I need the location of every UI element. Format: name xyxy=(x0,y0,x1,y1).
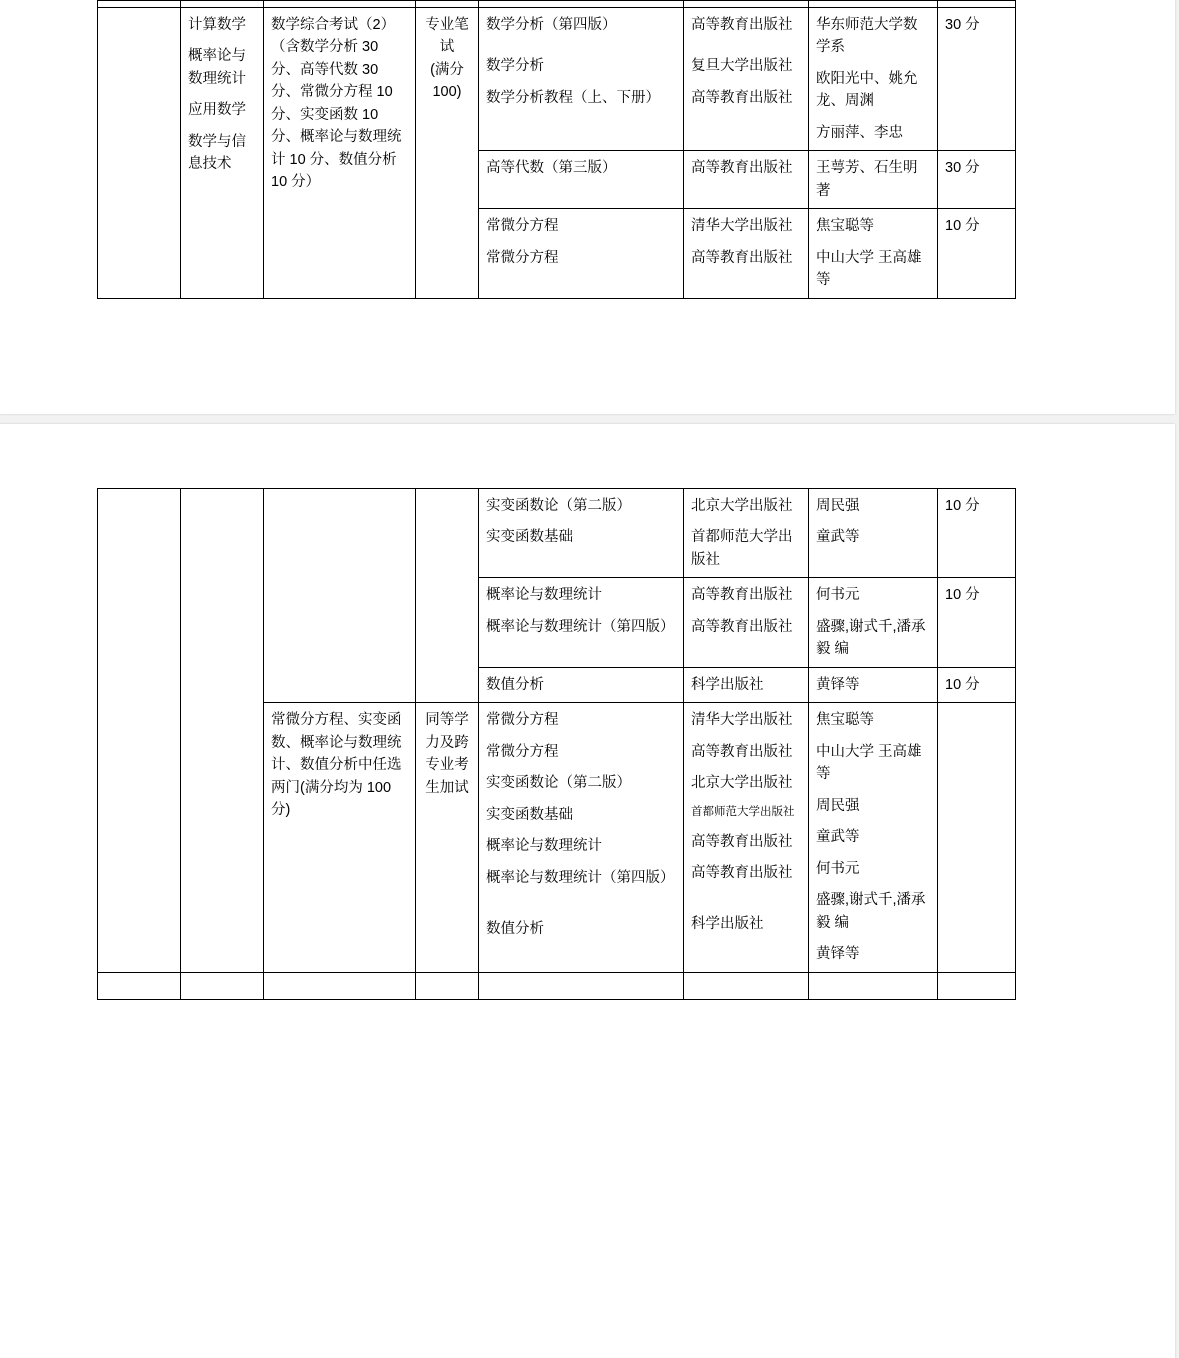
book-line: 实变函数基础 xyxy=(486,806,573,823)
cell-book-title xyxy=(479,151,684,209)
cell-score: 10 分 xyxy=(938,489,1016,578)
cell-exam-partial xyxy=(264,1,416,8)
cell-auth-partial xyxy=(809,1,938,8)
cell-score xyxy=(938,703,1016,972)
cell-book-partial xyxy=(479,1,684,8)
publisher-line: 高等教育出版社 xyxy=(691,587,793,604)
book-line: 常微分方程 xyxy=(486,743,559,760)
author-line: 王萼芳、石生明著 xyxy=(816,160,918,199)
cell-publisher xyxy=(684,703,809,972)
cell-author xyxy=(809,8,938,151)
cell-score-partial xyxy=(938,1,1016,8)
author-line: 欧阳光中、姚允龙、周渊 xyxy=(816,70,918,110)
cell-major-partial xyxy=(98,1,181,8)
cell-publisher xyxy=(684,578,809,667)
cell-auth-partial xyxy=(809,972,938,999)
publisher-line: 高等教育出版社 xyxy=(691,618,793,635)
cell-score: 10 分 xyxy=(938,578,1016,667)
publisher-line: 北京大学出版社 xyxy=(691,498,793,514)
cell-author xyxy=(809,209,938,298)
publisher-line: 高等教育出版社 xyxy=(691,160,793,177)
cell-exam-subject: 常微分方程、实变函数、概率论与数理统计、数值分析中任选两门(满分均为 100 分) xyxy=(264,703,416,972)
cell-score: 10 分 xyxy=(938,209,1016,298)
cell-author xyxy=(809,667,938,702)
author-line: 何书元 xyxy=(816,860,860,877)
sub-major-line: 数学与信息技术 xyxy=(188,133,246,173)
author-line: 黄铎等 xyxy=(816,946,860,963)
publisher-line: 科学出版社 xyxy=(691,916,764,933)
book-line: 数学分析教程（上、下册） xyxy=(486,89,660,106)
author-line: 何书元 xyxy=(816,587,860,604)
author-line: 华东师范大学数学系 xyxy=(816,17,918,56)
book-line: 高等代数（第三版） xyxy=(486,160,617,177)
author-line: 周民强 xyxy=(816,498,860,514)
cell-sub-major xyxy=(181,8,264,299)
book-line: 概率论与数理统计（第四版） xyxy=(486,618,675,635)
cell-exam-type: 同等学力及跨专业考生加试 xyxy=(416,703,479,972)
author-line: 盛骤,谢式千,潘承毅 编 xyxy=(816,618,926,658)
cell-pub-partial xyxy=(684,972,809,999)
book-line: 实变函数基础 xyxy=(486,529,573,546)
table-row xyxy=(98,1,1016,8)
author-line: 焦宝聪等 xyxy=(816,218,874,235)
book-line: 数值分析 xyxy=(486,676,544,693)
cell-pub-partial xyxy=(684,1,809,8)
publisher-line: 复旦大学出版社 xyxy=(691,58,793,75)
cell-publisher xyxy=(684,667,809,702)
author-line: 童武等 xyxy=(816,529,860,546)
cell-type-partial xyxy=(416,1,479,8)
book-line: 实变函数论（第二版） xyxy=(486,775,631,792)
document-page-1 xyxy=(0,0,1175,414)
cell-book-title xyxy=(479,667,684,702)
publisher-line: 高等教育出版社 xyxy=(691,17,793,33)
exam-type-line: (满分 100) xyxy=(430,61,464,101)
book-line-blank xyxy=(486,898,676,918)
cell-exam-type xyxy=(416,489,479,703)
author-line: 黄铎等 xyxy=(816,676,860,693)
publisher-line: 清华大学出版社 xyxy=(691,712,793,729)
author-line: 盛骤,谢式千,潘承毅 编 xyxy=(816,892,926,931)
cell-exam-partial xyxy=(264,972,416,999)
publisher-line: 北京大学出版社 xyxy=(691,775,793,792)
cell-author xyxy=(809,703,938,972)
cell-author xyxy=(809,151,938,209)
sub-major-line: 概率论与数理统计 xyxy=(188,48,246,87)
publisher-line: 首都师范大学出版社 xyxy=(691,529,793,568)
cell-book-title xyxy=(479,489,684,578)
sub-major-line: 计算数学 xyxy=(188,17,246,33)
publisher-line: 高等教育出版社 xyxy=(691,249,793,266)
author-line: 焦宝聪等 xyxy=(816,712,874,729)
publisher-line-blank xyxy=(691,45,801,55)
cell-exam-subject xyxy=(264,489,416,703)
publisher-line: 高等教育出版社 xyxy=(691,833,793,850)
book-line-blank xyxy=(486,45,676,55)
publisher-line: 高等教育出版社 xyxy=(691,743,793,760)
exam-type-line: 专业笔试 xyxy=(425,17,469,56)
book-line: 概率论与数理统计 xyxy=(486,838,602,855)
publisher-line: 高等教育出版社 xyxy=(691,864,793,881)
cell-major-partial xyxy=(98,972,181,999)
book-line: 数值分析 xyxy=(486,921,544,938)
document-page-2 xyxy=(0,424,1175,1358)
sub-major-line: 应用数学 xyxy=(188,102,246,119)
cell-publisher xyxy=(684,209,809,298)
cell-publisher xyxy=(684,489,809,578)
cell-sub-partial xyxy=(181,1,264,8)
cell-exam-subject: 数学综合考试（2）（含数学分析 30 分、高等代数 30 分、常微分方程 10 分、实变函数 10 分、概率论与数理统计 10 分、数值分析 10 分） xyxy=(264,8,416,299)
publisher-line: 科学出版社 xyxy=(691,676,764,693)
book-line: 概率论与数理统计 xyxy=(486,587,602,604)
cell-book-title xyxy=(479,578,684,667)
table-row xyxy=(98,8,1016,151)
publisher-line-blank xyxy=(691,893,801,913)
cell-author xyxy=(809,489,938,578)
table-row xyxy=(98,972,1016,999)
cell-book-partial xyxy=(479,972,684,999)
publisher-line: 首都师范大学出版社 xyxy=(691,805,795,818)
author-line: 方丽萍、李忠 xyxy=(816,124,903,141)
table-row xyxy=(98,489,1016,578)
cell-book-title xyxy=(479,8,684,151)
cell-major xyxy=(98,489,181,973)
cell-author xyxy=(809,578,938,667)
cell-score: 30 分 xyxy=(938,151,1016,209)
author-line: 中山大学 王高雄等 xyxy=(816,249,922,289)
cell-score: 10 分 xyxy=(938,667,1016,702)
cell-publisher xyxy=(684,151,809,209)
exam-reference-table-page2 xyxy=(97,488,1016,1000)
cell-exam-type xyxy=(416,8,479,299)
cell-book-title xyxy=(479,209,684,298)
cell-sub-partial xyxy=(181,972,264,999)
publisher-line: 清华大学出版社 xyxy=(691,218,793,235)
cell-publisher xyxy=(684,8,809,151)
cell-major xyxy=(98,8,181,299)
author-line: 周民强 xyxy=(816,797,860,814)
book-line: 常微分方程 xyxy=(486,249,559,266)
book-line: 常微分方程 xyxy=(486,218,559,235)
publisher-line: 高等教育出版社 xyxy=(691,89,793,106)
book-line: 概率论与数理统计（第四版） xyxy=(486,869,675,886)
exam-reference-table-page1 xyxy=(97,0,1016,299)
cell-sub-major xyxy=(181,489,264,973)
book-line: 常微分方程 xyxy=(486,712,559,729)
cell-book-title xyxy=(479,703,684,972)
cell-type-partial xyxy=(416,972,479,999)
cell-score-partial xyxy=(938,972,1016,999)
author-line: 童武等 xyxy=(816,829,860,846)
book-line: 数学分析 xyxy=(486,58,544,75)
author-line: 中山大学 王高雄等 xyxy=(816,743,922,783)
cell-score: 30 分 xyxy=(938,8,1016,151)
book-line: 实变函数论（第二版） xyxy=(486,498,631,514)
book-line: 数学分析（第四版） xyxy=(486,17,617,33)
